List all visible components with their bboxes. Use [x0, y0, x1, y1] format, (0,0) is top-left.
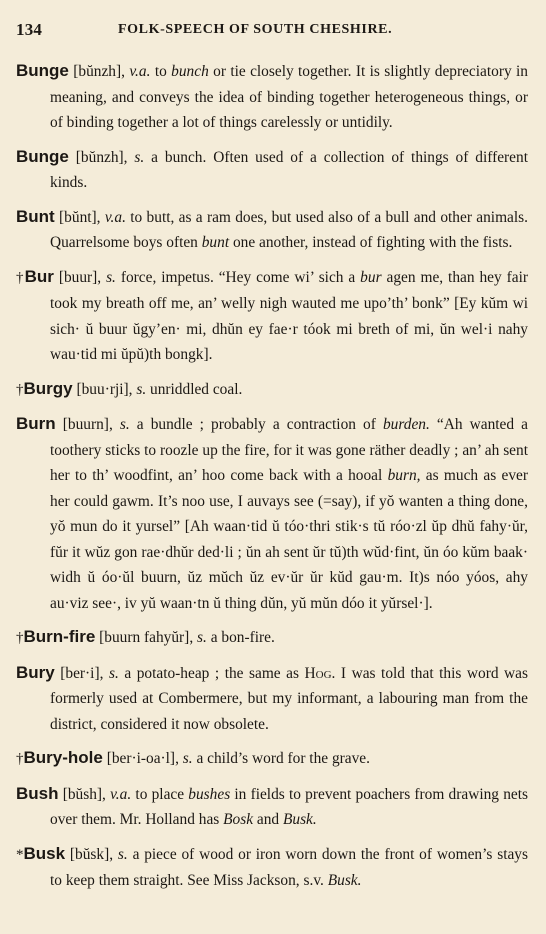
headword [16, 379, 73, 398]
definition-text: to butt, as a ram does, but used also of a bull and other animals. Quarrelsome boys often [50, 208, 528, 251]
running-head [16, 20, 528, 44]
headword-text: Bur [24, 266, 54, 286]
italic-term: Bosk [223, 811, 254, 828]
pronunciation: [bŭnzh] [75, 148, 124, 166]
part-of-speech: s. [119, 416, 130, 433]
headword [16, 627, 95, 646]
definition-text: in fields to prevent poachers from drawing nets over them. Mr. Holland has [50, 785, 528, 828]
part-of-speech: s. [134, 148, 145, 166]
definition-text: unriddled coal. [146, 380, 243, 398]
headword: Bunge [16, 146, 69, 166]
pronunciation: [buur] [58, 268, 98, 286]
italic-term: bushes [188, 785, 231, 803]
italic-term: bunt [201, 234, 230, 251]
definition-text: a bon-fire. [206, 629, 275, 646]
definition-text: a child’s word for the grave. [192, 750, 370, 767]
definition-text: agen me, than hey fair took my breath off me, an’ welly nigh wauted me upo’th’ bonk” [Ey kŭm wi sich· ŭ buur ŭgy’en· mi, dhŭn ey fae·r tóok mi breth of mi, ŭn wel·i nahy wau·tid mi ŭpŭ)th bongk]. [50, 268, 528, 363]
dagger-mark: † [16, 381, 24, 398]
italic-term: bunch [171, 63, 209, 80]
entry-bunge-noun: Bunge [bŭnzh], s. a bunch. Often used of a collection of things of different kinds. [16, 146, 528, 191]
definition-text: “Ah wanted a toothery sticks to roozle up the fire, for it was gone räther deadly ; an’ ah sent her to th’ woodfint, an’ hoo come back with a hooal [50, 416, 528, 484]
part-of-speech: v.a. [104, 208, 126, 226]
headword [16, 267, 54, 286]
definition-text: and [253, 811, 283, 828]
headword-text: Bury-hole [23, 748, 103, 767]
italic-term: burn, [387, 467, 421, 484]
headword-text: Busk [23, 843, 66, 863]
headword: Bush [16, 783, 59, 803]
definition-text: a bunch. Often used of a collection of things of different kinds. [50, 148, 528, 191]
entry-burn-fire: †Burn-fire [buurn fahyŭr], s. a bon-fire. [16, 627, 275, 646]
headword: Bunge [16, 61, 69, 80]
headword [16, 748, 103, 767]
definition-text: a piece of wood or iron worn down the front of women’s stays to keep them straight. See Miss Jackson, s.v. [50, 845, 528, 889]
page-number: 134 [16, 20, 43, 39]
part-of-speech: s. [197, 629, 207, 646]
part-of-speech: s. [136, 380, 147, 398]
dagger-mark: † [16, 269, 25, 286]
entry-bury: Bury [ber·i], s. a potato-heap ; the same as Hog. I was told that this word was formerly used at Combermere, but my informant, a labouring man from the district, considered it now obsolete. [16, 662, 528, 733]
definition-text: or tie closely together. It is slightly depreciatory in meaning, and conveys the idea of binding together heterogeneous things, or of binding together a lot of things carelessly or untidily. [50, 63, 528, 131]
pronunciation: [bŭsh] [62, 785, 103, 803]
definition-text: one another, instead of fighting with the fists. [229, 234, 513, 251]
entry-bunge-verb: Bunge [bŭnzh], v.a. to bunch or tie closely together. It is slightly depreciatory in meaning, and conveys the idea of binding together heterogeneous things, or of binding together a lot of things carelessly or untidily. [16, 61, 528, 131]
entry-burn: Burn [buurn], s. a bundle ; probably a contraction of burden. “Ah wanted a toothery sticks to roozle up the fire, for it was gone räther deadly ; an’ ah sent her to th’ woodfint, an’ hoo come back with a hooal burn, as much as ever her could gawm. It’s noo use, I auvays see (=say), if yŏ wanten a thing done, yŏ mun do it yursel” [Ah waan·tid ŭ tóo·thri stik·s tŭ róo·zl ŭp dhŭ fahy·ŭr, fŭr it wŭz gon rae·dhŭr ded·li ; ŭn ah sent ŭr tŭ)th wŭd·fint, ŭn óo kŭm baak· widh ŭ óo·ŭl buurn, ŭz mŭch ŭz ev·ŭr ŭr kŭd gau·m. It)s nóo yóos, ahy au·viz see·, iv yŭ waan·tn ŭ thing dŭn, yŭ mŭn dóo it yŭrsel·]. [16, 414, 528, 612]
pronunciation: [bŭnzh] [73, 63, 122, 80]
pronunciation: [buu·rji] [76, 380, 129, 398]
asterisk-mark: * [16, 846, 24, 863]
entry-bunt: Bunt [bŭnt], v.a. to butt, as a ram does, but used also of a bull and other animals. Quarrelsome boys often bunt one another, instead of fighting with the fists. [16, 206, 528, 251]
part-of-speech: v.a. [129, 63, 151, 80]
part-of-speech: s. [117, 845, 128, 863]
definition-text: a potato-heap ; the same as [118, 664, 305, 682]
headword-text: Burgy [23, 378, 73, 398]
entry-busk: *Busk [bŭsk], s. a piece of wood or iron worn down the front of women’s stays to keep them straight. See Miss Jackson, s.v. Busk. [16, 843, 528, 889]
dagger-mark: † [16, 630, 24, 646]
italic-term: bur [360, 268, 382, 286]
cross-reference: Hog. [304, 664, 336, 682]
pronunciation: [ber·i-oa·l] [106, 750, 176, 767]
pronunciation: [bŭnt] [59, 208, 97, 226]
entry-bush: Bush [bŭsh], v.a. to place bushes in fields to prevent poachers from drawing nets over them. Mr. Holland has Bosk and Busk. [16, 783, 528, 828]
definition-text: as much as ever her could gawm. It’s noo use, I auvays see (=say), if yŏ wanten a thing done, yŏ mun do it yursel” [Ah waan·tid ŭ tóo·thri stik·s tŭ róo·zl ŭp dhŭ fahy·ŭr, fŭr it wŭz gon rae·dhŭr ded·li ; ŭn ah sent ŭr tŭ)th wŭd·fint, ŭn óo kŭm baak· widh ŭ óo·ŭl buurn, ŭz mŭch ŭz ev·ŭr ŭr kŭd gau·m. It)s nóo yóos, ahy au·viz see·, iv yŭ waan·tn ŭ thing dŭn, yŭ mŭn dóo it yŭrsel·]. [50, 467, 528, 612]
headword: Bury [16, 662, 55, 682]
pronunciation: [buurn fahyŭr] [99, 629, 190, 646]
pronunciation: [bŭsk] [69, 845, 110, 863]
entry-bury-hole: †Bury-hole [ber·i-oa·l], s. a child’s word for the grave. [16, 748, 370, 767]
pronunciation: [ber·i] [60, 664, 100, 682]
italic-term: burden. [382, 416, 430, 433]
part-of-speech: s. [182, 750, 193, 767]
headword: Burn [16, 414, 56, 433]
italic-term: Busk. [327, 872, 362, 889]
dagger-mark: † [16, 751, 24, 767]
headword [16, 844, 65, 863]
pronunciation: [buurn] [62, 416, 109, 433]
part-of-speech: s. [106, 268, 116, 286]
headword: Bunt [16, 206, 55, 226]
entry-burgy: †Burgy [buu·rji], s. unriddled coal. [16, 378, 243, 398]
headword-text: Burn-fire [23, 627, 96, 646]
running-title: FOLK-SPEECH OF SOUTH CHESHIRE. [118, 22, 393, 37]
italic-term: Busk. [282, 811, 317, 828]
dictionary-entries [16, 58, 528, 902]
part-of-speech: v.a. [110, 785, 132, 803]
definition-text: a bundle ; probably a contraction of [129, 416, 383, 433]
definition-text: force, impetus. “Hey come wi’ sich a [115, 268, 361, 286]
definition-text: I was told that this word was formerly used at Combermere, but my informant, a labouring man from the district, considered it now obsolete. [50, 664, 528, 733]
definition-text: to [150, 63, 172, 80]
part-of-speech: s. [108, 664, 119, 682]
entry-bur: †Bur [buur], s. force, impetus. “Hey come wi’ sich a bur agen me, than hey fair took my breath off me, an’ welly nigh wauted me upo’th’ bonk” [Ey kŭm wi sich· ŭ buur ŭgy’en· mi, dhŭn ey fae·r tóok mi breth of mi, ŭn wel·i nahy wau·tid mi ŭpŭ)th bongk]. [16, 266, 528, 363]
definition-text: to place [131, 785, 189, 803]
